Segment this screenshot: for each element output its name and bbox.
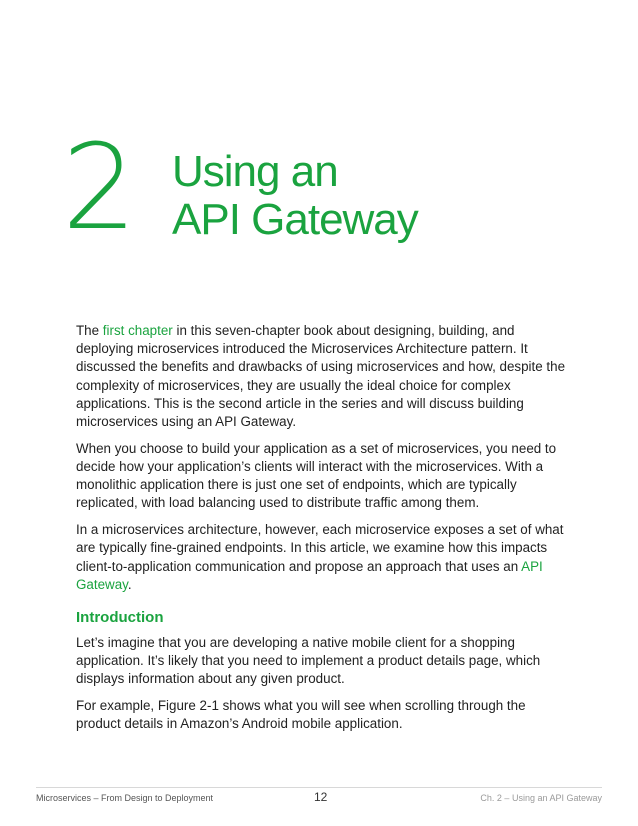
body-text <box>76 322 568 742</box>
paragraph-3 <box>76 521 568 594</box>
section-heading-introduction: Introduction <box>76 609 164 627</box>
paragraph-5: For example, Figure 2-1 shows what you will see when scrolling through the product details in Amazon’s Android mobile application. <box>76 698 526 732</box>
footer-divider <box>36 787 602 788</box>
first-chapter-link[interactable]: first chapter <box>102 323 173 338</box>
chapter-number: 2 <box>62 118 136 256</box>
paragraph-4: Let’s imagine that you are developing a native mobile client for a shopping application. It’s likely that you need to implement a product details page, which displays information about any given product. <box>76 635 541 687</box>
chapter-title <box>172 148 418 244</box>
api-gateway-link[interactable]: API Gateway <box>76 558 543 592</box>
paragraph-1-rest: in this seven-chapter book about designing, building, and deploying microservices introduced the Microservices Architecture pattern. It discussed the benefits and drawbacks of using microservices and how, despite the complexity of microservices, they are usually the ideal choice for complex applications. This is the second article in the series and will discuss building microservices using an API Gateway. <box>76 323 566 430</box>
page-footer <box>36 791 602 807</box>
chapter-title-line-2: API Gateway <box>172 195 418 244</box>
paragraph-2: When you choose to build your application as a set of microservices, you need to decide how your application’s clients will interact with the microservices. With a monolithic application there is just one set of endpoints, which are typically replicated, with load balancing used to distribute traffic among them. <box>76 440 557 511</box>
chapter-title-line-1: Using an <box>172 147 338 196</box>
footer-page-number: 12 <box>314 790 328 804</box>
footer-chapter-title: Ch. 2 – Using an API Gateway <box>480 793 602 803</box>
paragraph-1-start: The <box>76 323 103 338</box>
footer-book-title: Microservices – From Design to Deployment <box>36 793 214 803</box>
paragraph-3-end: . <box>127 576 132 592</box>
paragraph-3-start: In a microservices architecture, however, each microservice exposes a set of what are typically fine-grained endpoints. In this article, we examine how this impacts client-to-application communication and propose an approach that uses an <box>76 522 564 574</box>
paragraph-1 <box>76 322 568 431</box>
